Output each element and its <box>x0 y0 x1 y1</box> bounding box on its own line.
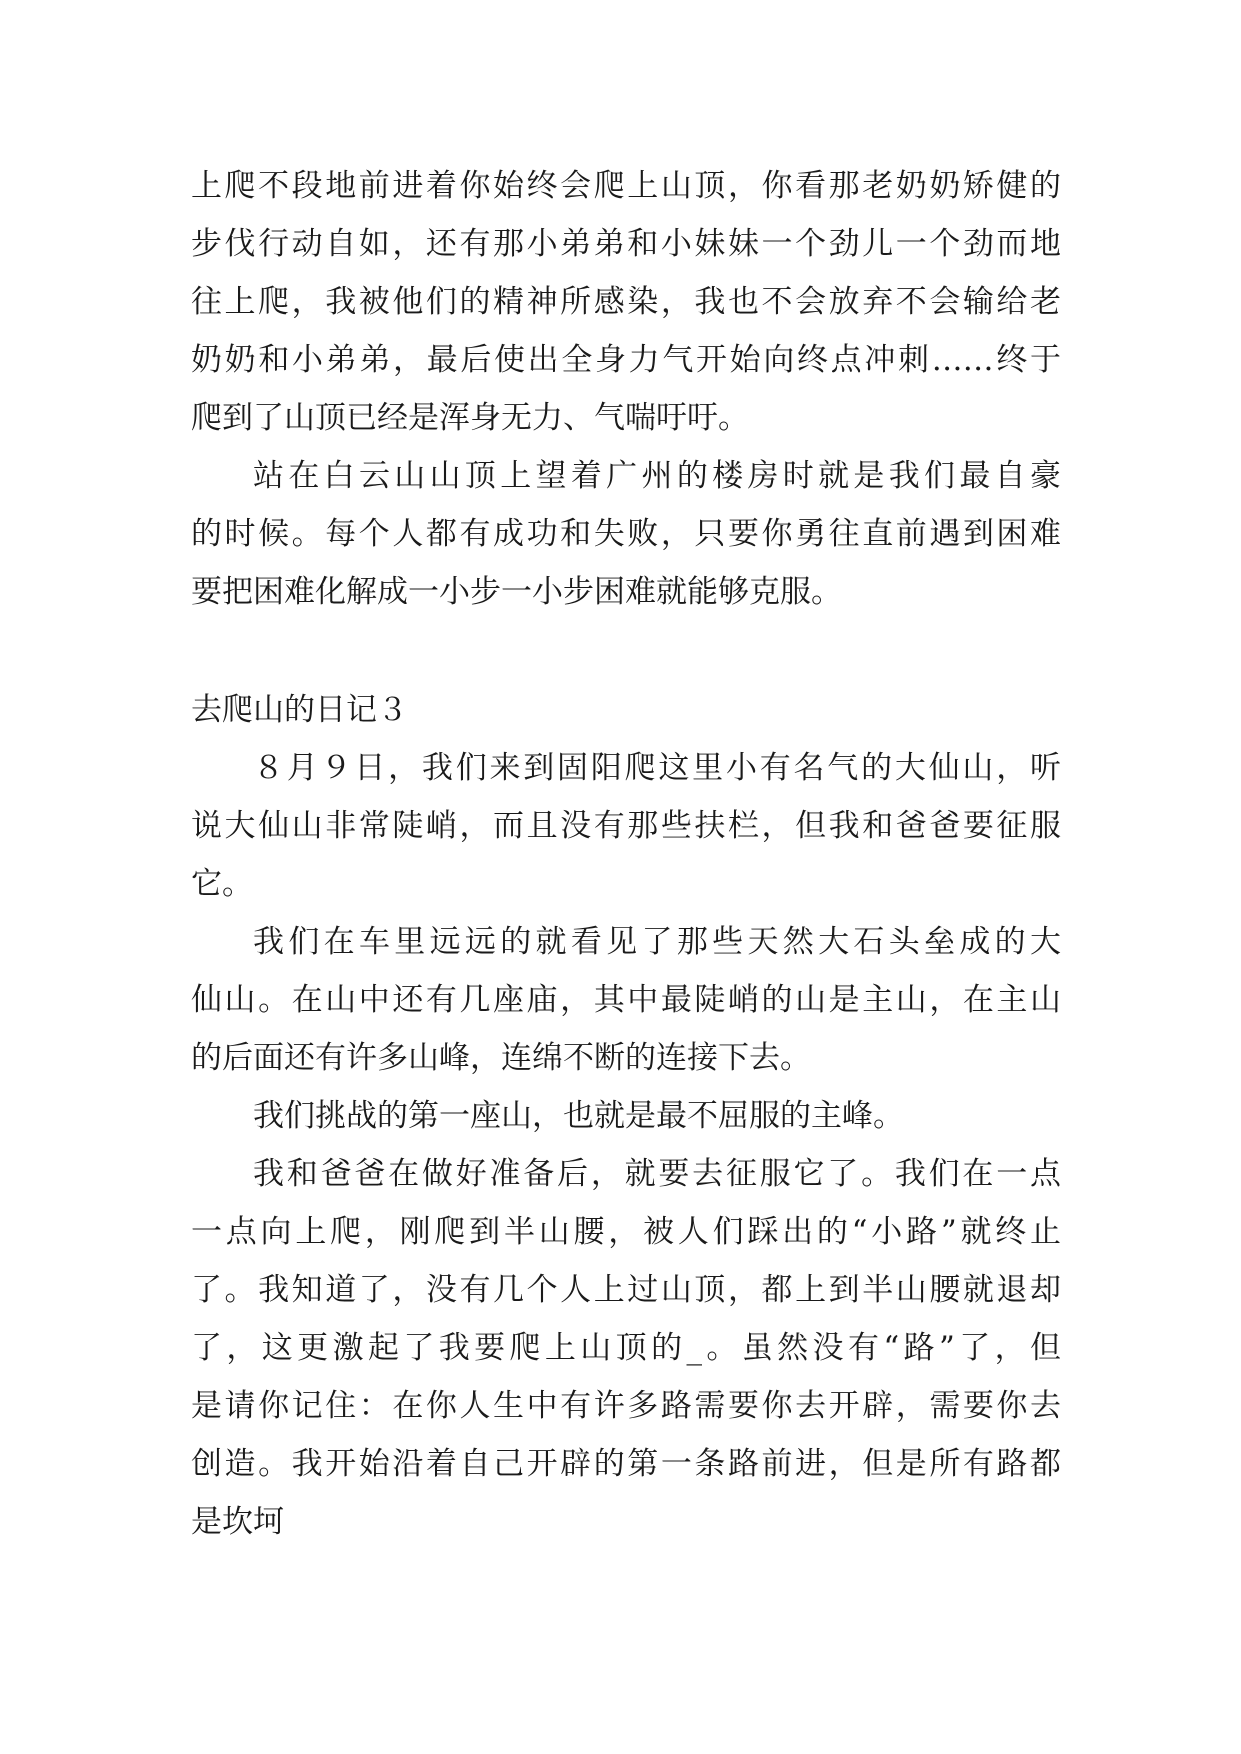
text-line: 了，这更激起了我要爬上山顶的_。虽然没有“路”了，但 <box>191 1330 1061 1366</box>
text-line: 创造。我开始沿着自己开辟的第一条路前进，但是所有路都 <box>191 1446 1061 1482</box>
text-line: 一点向上爬，刚爬到半山腰，被人们踩出的“小路”就终止 <box>191 1214 1061 1250</box>
text-line: 了。我知道了，没有几个人上过山顶，都上到半山腰就退却 <box>191 1272 1061 1308</box>
text-line: 的后面还有许多山峰，连绵不断的连接下去。 <box>191 1040 811 1076</box>
text-line: 它。 <box>191 866 253 902</box>
section-heading: 去爬山的日记３ <box>191 692 408 728</box>
text-line: 往上爬，我被他们的精神所感染，我也不会放弃不会输给老 <box>191 284 1061 320</box>
text-line: 要把困难化解成一小步一小步困难就能够克服。 <box>191 574 842 610</box>
text-line: 奶奶和小弟弟，最后使出全身力气开始向终点冲刺……终于 <box>191 342 1061 378</box>
text-line: 我们挑战的第一座山，也就是最不屈服的主峰。 <box>253 1098 904 1134</box>
text-line: 我们在车里远远的就看见了那些天然大石头垒成的大 <box>253 924 1061 960</box>
text-line: 步伐行动自如，还有那小弟弟和小妹妹一个劲儿一个劲而地 <box>191 226 1061 262</box>
text-line: 仙山。在山中还有几座庙，其中最陡峭的山是主山，在主山 <box>191 982 1061 1018</box>
text-line: 爬到了山顶已经是浑身无力、气喘吁吁。 <box>191 400 749 436</box>
text-line: 是请你记住：在你人生中有许多路需要你去开辟，需要你去 <box>191 1388 1061 1424</box>
text-line: ８月９日，我们来到固阳爬这里小有名气的大仙山，听 <box>253 750 1061 786</box>
text-line: 站在白云山山顶上望着广州的楼房时就是我们最自豪 <box>253 458 1061 494</box>
text-line: 的时候。每个人都有成功和失败，只要你勇往直前遇到困难 <box>191 516 1061 552</box>
text-line: 是坎坷 <box>191 1504 284 1540</box>
text-line: 说大仙山非常陡峭，而且没有那些扶栏，但我和爸爸要征服 <box>191 808 1061 844</box>
text-line: 上爬不段地前进着你始终会爬上山顶，你看那老奶奶矫健的 <box>191 168 1061 204</box>
text-line: 我和爸爸在做好准备后，就要去征服它了。我们在一点 <box>253 1156 1061 1192</box>
